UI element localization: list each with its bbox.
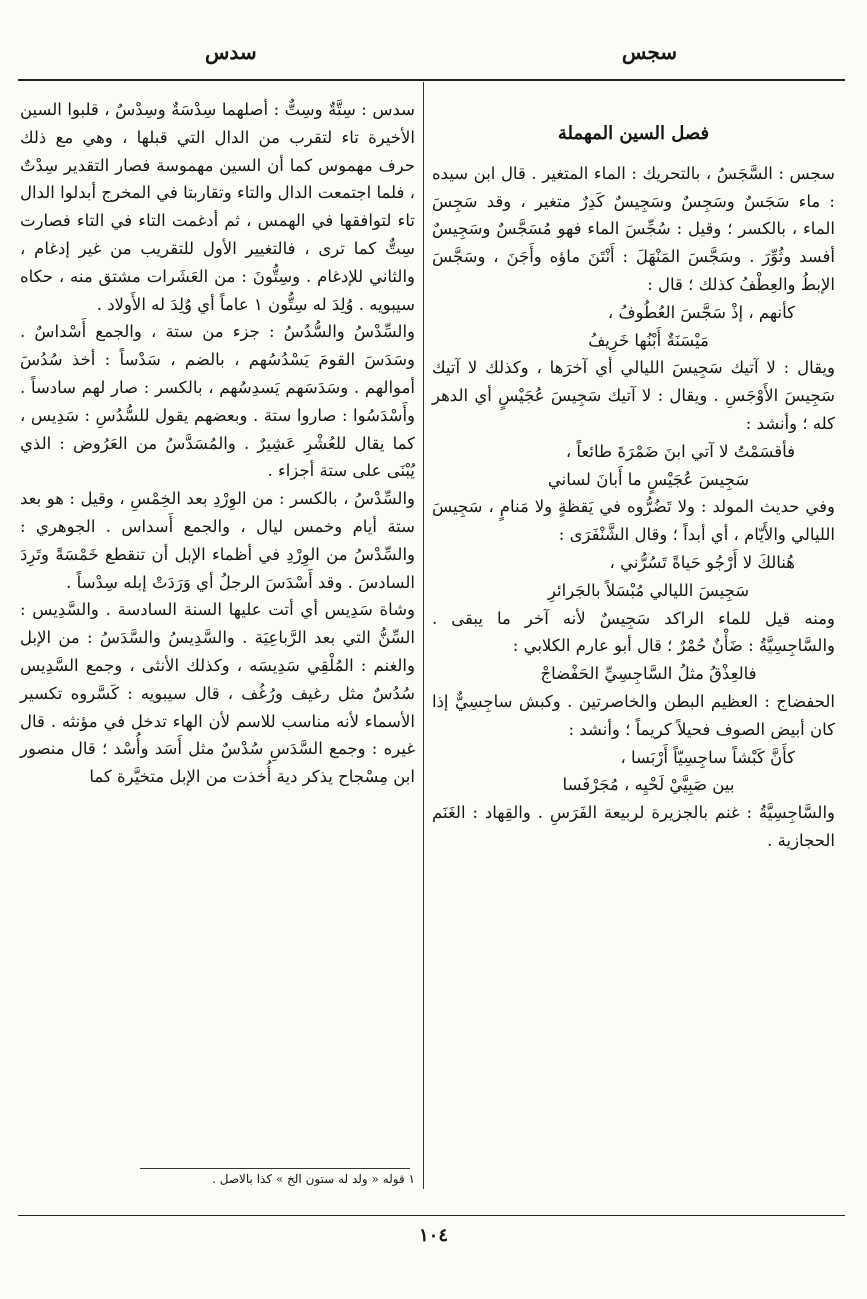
entry-paragraph: وفي حديث المولد : ولا تَضُرُّوه في يَقظةٍ ولا مَنامٍ ، سَجِيسَ الليالي والأَيّام ، أي أبداً ؛ وقال الشَّنْفَرَى : [432, 497, 835, 545]
entry-paragraph: والسَّاجِسِيَّةُ : غنم بالجزيرة لربيعة الفَرَسِ . والقِهاد : الغَنَم الحجازية . [432, 803, 835, 850]
verse-block [432, 299, 835, 355]
entry-paragraph: الحفضاج : العظيم البطن والخاصرتين . وكبش ساجِسِيٌّ إذا كان أبيض الصوف فحيلاً كريماً ؛ وأنشد : [432, 691, 835, 739]
running-head-left: سدس [205, 40, 257, 64]
verse-line: كأَنَّ كَبْشاً ساجِسِيّاً أَرْبَسا ، [620, 747, 795, 767]
verse-line: فالعِذْقُ مثلُ السَّاجِسِيِّ الحَفْضاجْ [540, 664, 757, 684]
entry-paragraph: ويقال : لا آتيك سَجِيسَ الليالي أي آخرَها ، وكذلك لا آتيك سَجِيسَ الأَوْجَسِ . ويقال : لا آتيك سَجِيسَ عُجَيْسٍ أي الدهر كله ؛ وأنشد : [432, 358, 835, 433]
entry-paragraph: سجس : السَّجَسُ ، بالتحريك : الماء المتغير . قال ابن سيده : ماء سَجَسٌ وسَجِسٌ وسَجِيسٌ كَدِرٌ متغير ، وقد سَجِسَ الماء ، بالكسر ؛ وقيل : سُجِّسَ الماء فهو مُسَجَّسٌ وسَجِيسٌ أفسد وثُوِّرَ . وسَجَّسَ المَنْهَلَ : أَنْتَنَ ماؤه وأَجَنَ ، وسَجَّسَ الإبطُ والعِطْفُ كذلك ؛ قال : [432, 163, 835, 294]
entry-paragraph: ومنه قيل للماء الراكد سَجِيسٌ لأنه آخر ما يبقى . والسَّاجِسِيَّةُ : ضَأْنٌ حُمْرٌ ؛ قال أبو عارم الكلابي : [432, 608, 835, 656]
verse-line: سَجِيسَ عُجَيْسٍ ما أَبانَ لساني [547, 469, 750, 489]
entry-paragraph: وشاة سَدِيس أي أتت عليها السنة السادسة . والسَّدِيس : السِّنُّ التي بعد الرَّباعِيَة . والسَّدِيسُ والسَّدَسُ : من الإبل والغنم : المُلْقِي سَدِيسَه ، وكذلك الأنثى ، وجمع السَّدِيس سُدُسٌ مثل رغيف ورُغُف ، قال سيبويه : كَسَّروه تكسير الأسماء لأنه مناسب للاسم لأن الهاء تدخل في مؤنثه . قال غيره : وجمع السَّدَسِ سُدْسٌ مثل أَسَد وأُسْد ؛ قال منصور ابن مِسْجاح يذكر دية أُخذت من الإبل متخيَّرة كما [20, 600, 415, 787]
footnote: ١ قوله « ولد له ستون الخ » كذا بالاصل . [212, 1172, 415, 1186]
verse-line: مَيْسَنَةٌ أَبْنُها خَرِيفُ [588, 330, 709, 350]
entry-paragraph: والسِّدْسُ ، بالكسر : من الوِرْدِ بعد الخِمْسِ ، وقيل : هو بعد ستة أيام وخمس ليال ، والجمع أَسداس . الجوهري : والسِّدْسُ من الوِرْدِ في أظماء الإبل أن تنقطع خَمْسَةً وتَرِدَ السادسَ . وقد أَسْدَسَ الرجلُ أي وَرَدَتْ إبله سِدْساً . [20, 489, 415, 592]
running-head-right: سجس [621, 40, 677, 64]
left-column [20, 96, 415, 791]
entry-paragraph: والسِّدْسُ والسُّدُسُ : جزء من ستة ، والجمع أَسْداسٌ . وسَدَسَ القومَ يَسْدُسُهم ، بالضم ، سَدْساً : أخذ سُدُسَ أموالهم . وسَدَسَهم يَسدِسُهم ، بالكسر : صار لهم سادساً . وأَسْدَسُوا : صاروا ستة . وبعضهم يقول للسُّدُسِ : سَدِيس ، كما يقال للعُشْرِ عَشِيرٌ . والمُسَدَّسُ من العَرُوض : الذي يُبْنَى على ستة أجزاء . [20, 322, 415, 481]
verse-line: سَجِيسَ الليالي مُبْسَلاً بالجَرائرِ [547, 580, 750, 600]
column-divider [423, 82, 424, 1189]
verse-block [432, 744, 835, 800]
verse-line: بين صَبِيَّيْ لَحْيِه ، مُجَرْفَسا [562, 775, 735, 795]
verse-block [432, 660, 835, 688]
verse-block [432, 438, 835, 494]
right-column [432, 96, 835, 855]
footer-rule [18, 1215, 845, 1216]
verse-line: هُنالكَ لا أَرْجُو حَياةً تَسُرُّني ، [609, 552, 795, 572]
verse-line: كأنهم ، إذْ سَجَّسَ العُطُوفُ ، [607, 302, 795, 322]
section-heading: فصل السين المهملة [557, 123, 710, 144]
verse-line: فأقسَمْتُ لا آتي ابنَ ضَمْرَةَ طائعاً ، [565, 441, 795, 461]
entry-paragraph: سدس : سِتَّةٌ وسِتٌّ : أصلهما سِدْسَةٌ وسِدْسٌ ، قلبوا السين الأخيرة تاء لتقرب من الدال التي قبلها ، وهي مع ذلك حرف مهموس كما أن السين مهموسة فصار التقدير سِدْتٌ ، فلما اجتمعت الدال والتاء وتقاربتا في المخرج أبدلوا الدال تاء لتوافقها في الهمس ، ثم أدغمت التاء في التاء فصارت سِتٌّ كما ترى ، فالتغيير الأول للتقريب من غير إدغام ، والثاني للإدغام . وسِتُّونَ : من العَشَرات مشتق منه ، حكاه سيبويه . وُلِدَ له سِتُّون ١ عاماً أي وُلِدَ له الأَولاد . [20, 100, 415, 314]
header-rule [18, 79, 845, 81]
page-number: ١٠٤ [418, 1225, 448, 1246]
footnote-rule [140, 1168, 410, 1169]
verse-block [432, 549, 835, 605]
